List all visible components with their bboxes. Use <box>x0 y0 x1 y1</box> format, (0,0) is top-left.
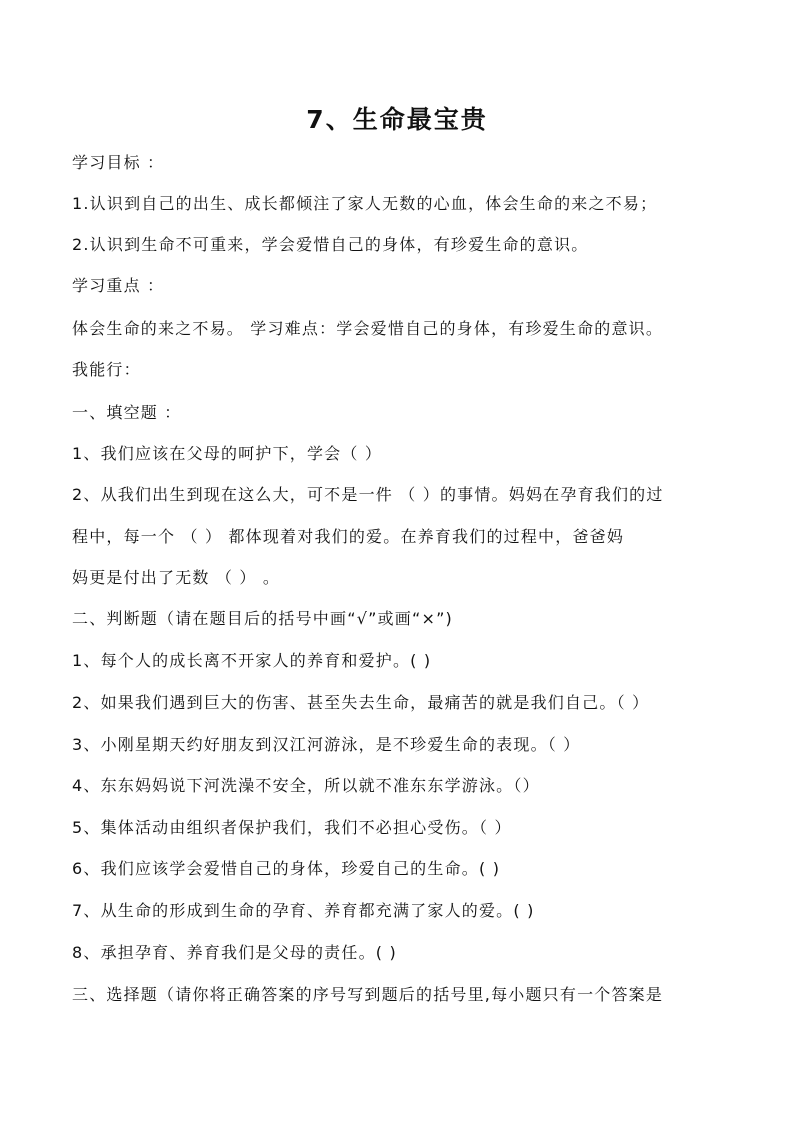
fill-blank-q2-line2: 程中，每一个 （ ） 都体现着对我们的爱。在养育我们的过程中，爸爸妈 <box>72 527 625 546</box>
page-title: 7、生命最宝贵 <box>306 105 488 134</box>
fill-blank-q1: 1、我们应该在父母的呵护下，学会（ ） <box>72 444 383 463</box>
judge-item: 5、集体活动由组织者保护我们，我们不必担心受伤。（ ） <box>72 818 512 837</box>
objective-item: 1.认识到自己的出生、成长都倾注了家人无数的心血，体会生命的来之不易； <box>72 194 658 213</box>
key-heading: 学习重点 ： <box>72 276 165 295</box>
objectives-heading: 学习目标 ： <box>72 153 165 172</box>
judge-item: 7、从生命的形成到生命的孕育、养育都充满了家人的爱。( ) <box>72 901 535 920</box>
fill-blank-q2-line1: 2、从我们出生到现在这么大，可不是一件 （ ）的事情。妈妈在孕育我们的过 <box>72 485 664 504</box>
judge-item: 4、东东妈妈说下河洗澡不安全，所以就不准东东学游泳。（） <box>72 776 540 795</box>
i-can-heading: 我能行： <box>72 360 141 379</box>
judge-item: 6、我们应该学会爱惜自己的身体，珍爱自己的生命。( ) <box>72 859 501 878</box>
judge-item: 1、每个人的成长离不开家人的养育和爱护。( ) <box>72 651 432 670</box>
key-and-difficulty: 体会生命的来之不易。 学习难点：学会爱惜自己的身体，有珍爱生命的意识。 <box>72 319 664 338</box>
judge-item: 2、如果我们遇到巨大的伤害、甚至失去生命，最痛苦的就是我们自己。（ ） <box>72 693 650 712</box>
judge-item: 8、承担孕育、养育我们是父母的责任。( ) <box>72 943 397 962</box>
objective-item: 2.认识到生命不可重来，学会爱惜自己的身体，有珍爱生命的意识。 <box>72 235 589 254</box>
section3-heading: 三、选择题（请你将正确答案的序号写到题后的括号里,每小题只有一个答案是 <box>72 985 664 1004</box>
section1-heading: 一、填空题 ： <box>72 403 182 422</box>
section2-heading: 二、判断题（请在题目后的括号中画“√”或画“×”) <box>72 609 454 628</box>
judge-item: 3、小刚星期天约好朋友到汉江河游泳，是不珍爱生命的表现。（ ） <box>72 735 581 754</box>
fill-blank-q2-line3: 妈更是付出了无数 （ ） 。 <box>72 568 281 587</box>
